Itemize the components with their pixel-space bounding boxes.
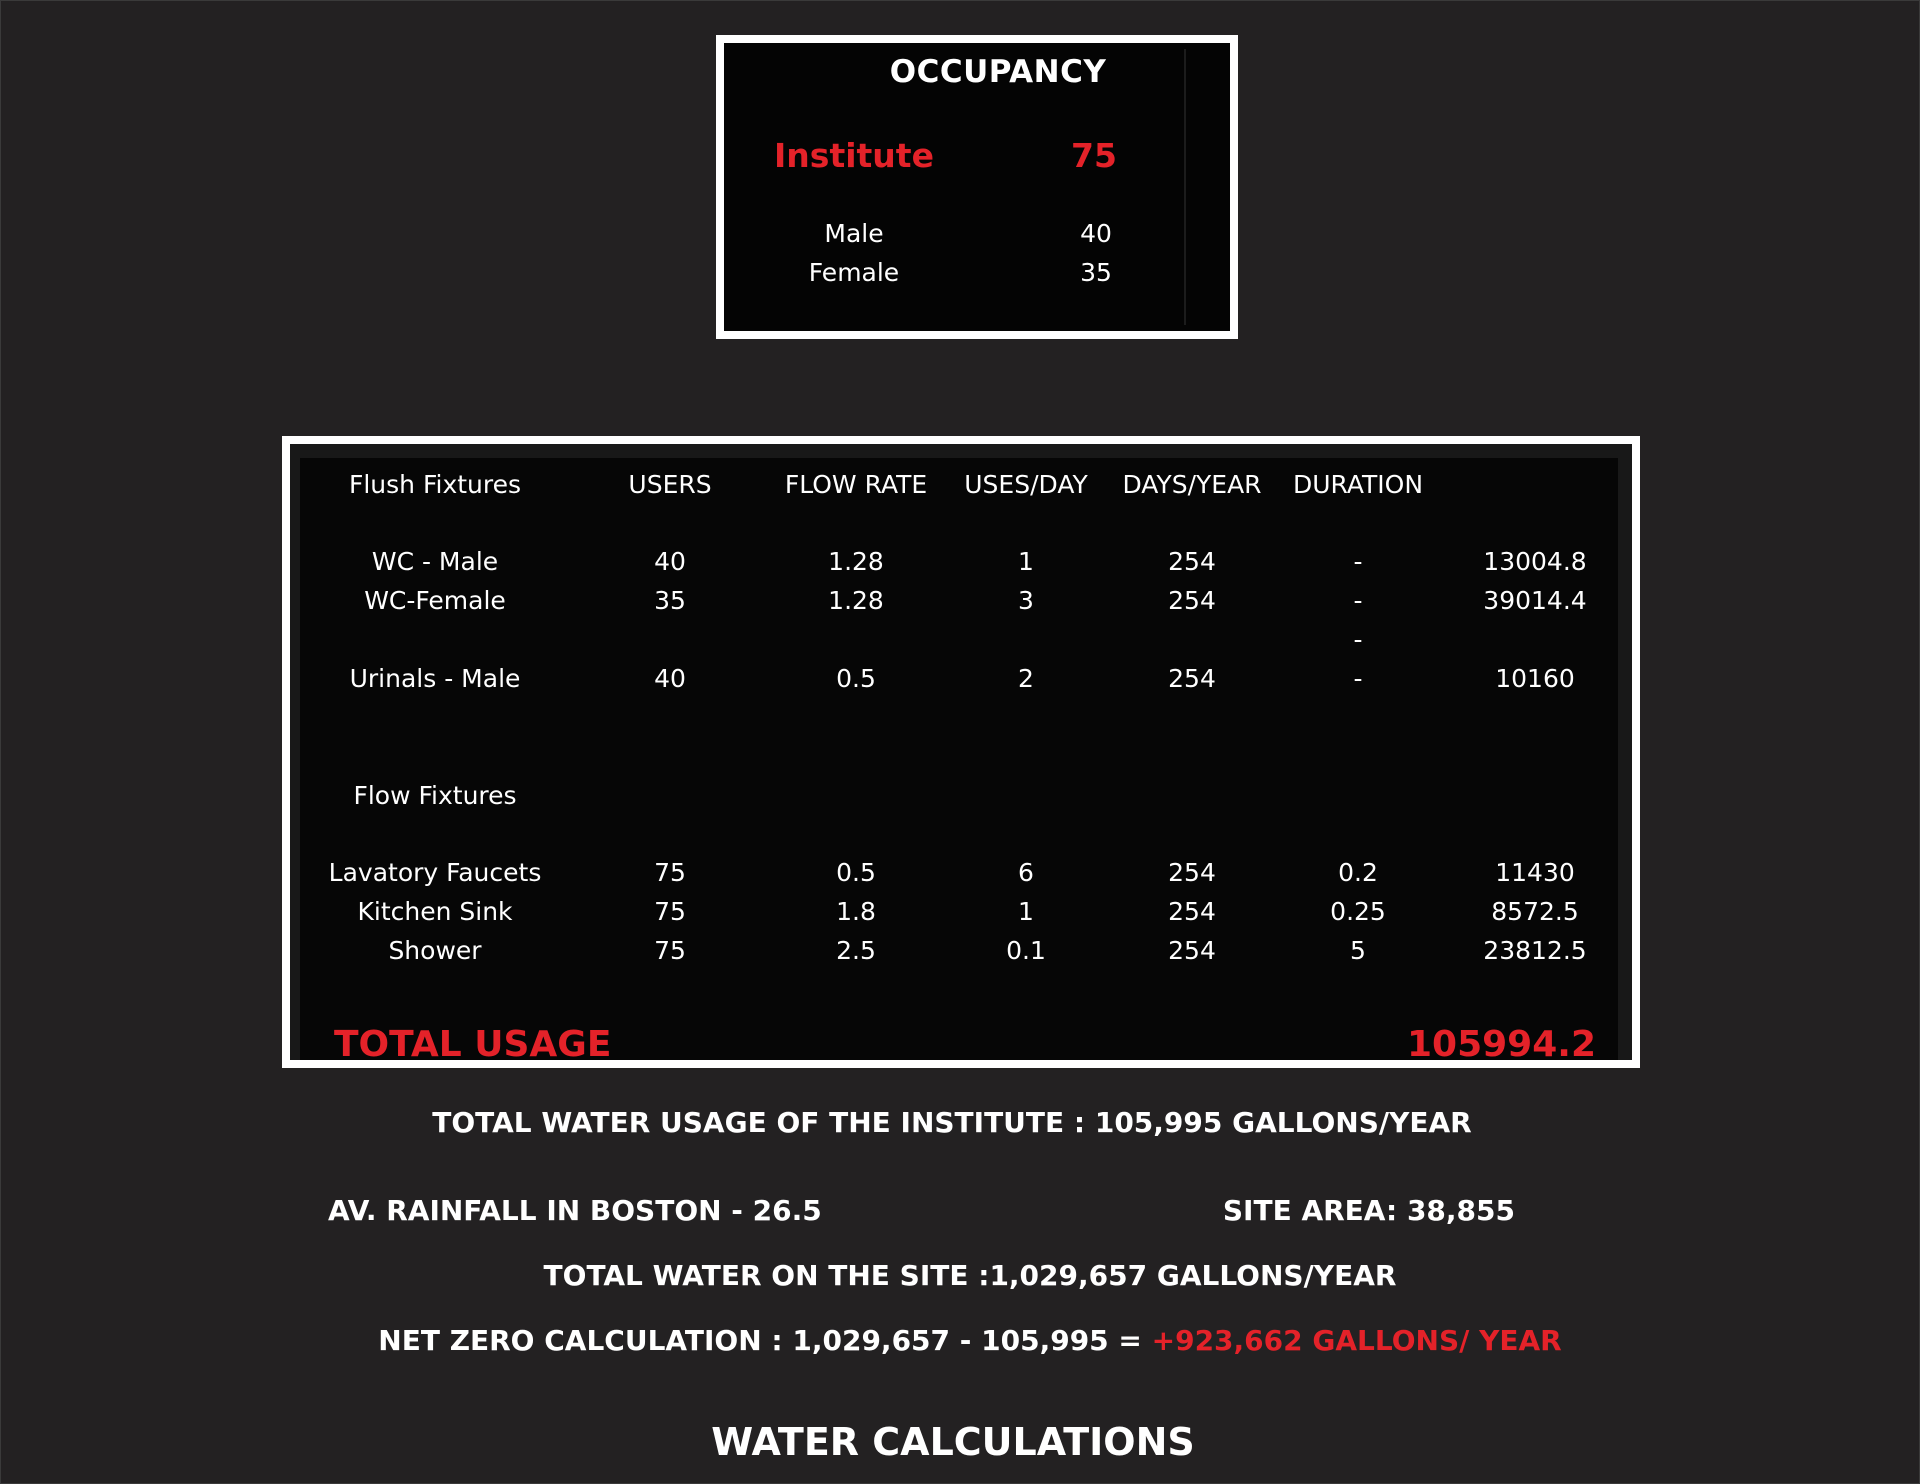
row-days: 254 — [1168, 897, 1216, 926]
row-total: 8572.5 — [1491, 897, 1579, 926]
occupancy-divider — [1184, 49, 1186, 325]
site-area: SITE AREA: 38,855 — [1222, 1194, 1515, 1227]
row-total: 23812.5 — [1483, 936, 1587, 965]
row-duration: - — [1353, 586, 1363, 615]
row-days: 254 — [1168, 586, 1216, 615]
row-days: 254 — [1168, 858, 1216, 887]
row-uses: 6 — [1018, 858, 1034, 887]
row-days: 254 — [1168, 664, 1216, 693]
row-flow: 1.28 — [828, 586, 884, 615]
row-flow: 1.8 — [836, 897, 876, 926]
total-usage-value: 105994.2 — [1406, 1024, 1596, 1065]
occupancy-male-value: 40 — [1080, 219, 1112, 248]
row-uses: 1 — [1018, 547, 1034, 576]
row-flow: 1.28 — [828, 547, 884, 576]
row-duration: 5 — [1350, 936, 1366, 965]
row-users: 75 — [654, 858, 686, 887]
header-days-year: DAYS/YEAR — [1122, 470, 1262, 499]
rainfall: AV. RAINFALL IN BOSTON - 26.5 — [328, 1194, 822, 1227]
row-duration: - — [1353, 547, 1363, 576]
row-name: Lavatory Faucets — [328, 858, 542, 887]
net-zero-result: +923,662 GALLONS/ YEAR — [1151, 1324, 1562, 1357]
net-zero-prefix: NET ZERO CALCULATION : 1,029,657 - 105,995 = — [378, 1324, 1152, 1357]
total-usage-label: TOTAL USAGE — [334, 1024, 612, 1065]
row-name: Shower — [388, 936, 482, 965]
row-name: WC-Female — [364, 586, 506, 615]
row-users: 40 — [654, 664, 686, 693]
fixtures-panel — [282, 436, 1640, 1068]
row-total: 10160 — [1495, 664, 1575, 693]
header-duration: DURATION — [1292, 470, 1424, 499]
row-users: 75 — [654, 897, 686, 926]
header-users: USERS — [628, 470, 712, 499]
row-flow: 0.5 — [836, 858, 876, 887]
row-days: 254 — [1168, 936, 1216, 965]
occupancy-total: 75 — [1071, 136, 1117, 175]
occupancy-male-label: Male — [824, 219, 884, 248]
row-days: 254 — [1168, 547, 1216, 576]
flow-fixtures-heading: Flow Fixtures — [353, 781, 517, 810]
row-name: WC - Male — [371, 547, 499, 576]
row-total: 39014.4 — [1483, 586, 1587, 615]
page-title: WATER CALCULATIONS — [711, 1420, 1195, 1464]
row-total: 11430 — [1495, 858, 1575, 887]
row-flow: 0.5 — [836, 664, 876, 693]
occupancy-building: Institute — [774, 136, 934, 175]
occupancy-female-value: 35 — [1080, 258, 1112, 287]
row-uses: 1 — [1018, 897, 1034, 926]
row-duration: 0.25 — [1330, 897, 1386, 926]
row-uses: 3 — [1018, 586, 1034, 615]
row-uses: 2 — [1018, 664, 1034, 693]
row-duration: - — [1353, 664, 1363, 693]
header-flow-rate: FLOW RATE — [784, 470, 928, 499]
row-users: 35 — [654, 586, 686, 615]
row-duration: 0.2 — [1338, 858, 1378, 887]
row-flow: 2.5 — [836, 936, 876, 965]
occupancy-title: OCCUPANCY — [889, 54, 1107, 90]
header-uses-day: USES/DAY — [964, 470, 1088, 499]
fixtures-table — [300, 458, 1618, 1065]
row-uses: 0.1 — [1006, 936, 1046, 965]
occupancy-panel — [716, 35, 1238, 339]
row-total: 13004.8 — [1483, 547, 1587, 576]
total-water-site: TOTAL WATER ON THE SITE :1,029,657 GALLONS/YEAR — [543, 1259, 1397, 1292]
row-users: 75 — [654, 936, 686, 965]
stray-dash: - — [1353, 625, 1363, 654]
row-name: Kitchen Sink — [357, 897, 513, 926]
row-name: Urinals - Male — [349, 664, 521, 693]
row-users: 40 — [654, 547, 686, 576]
header-fixture: Flush Fixtures — [348, 470, 522, 499]
occupancy-female-label: Female — [808, 258, 900, 287]
net-zero-calculation — [378, 1324, 1561, 1357]
total-water-usage: TOTAL WATER USAGE OF THE INSTITUTE : 105,995 GALLONS/YEAR — [432, 1106, 1472, 1139]
